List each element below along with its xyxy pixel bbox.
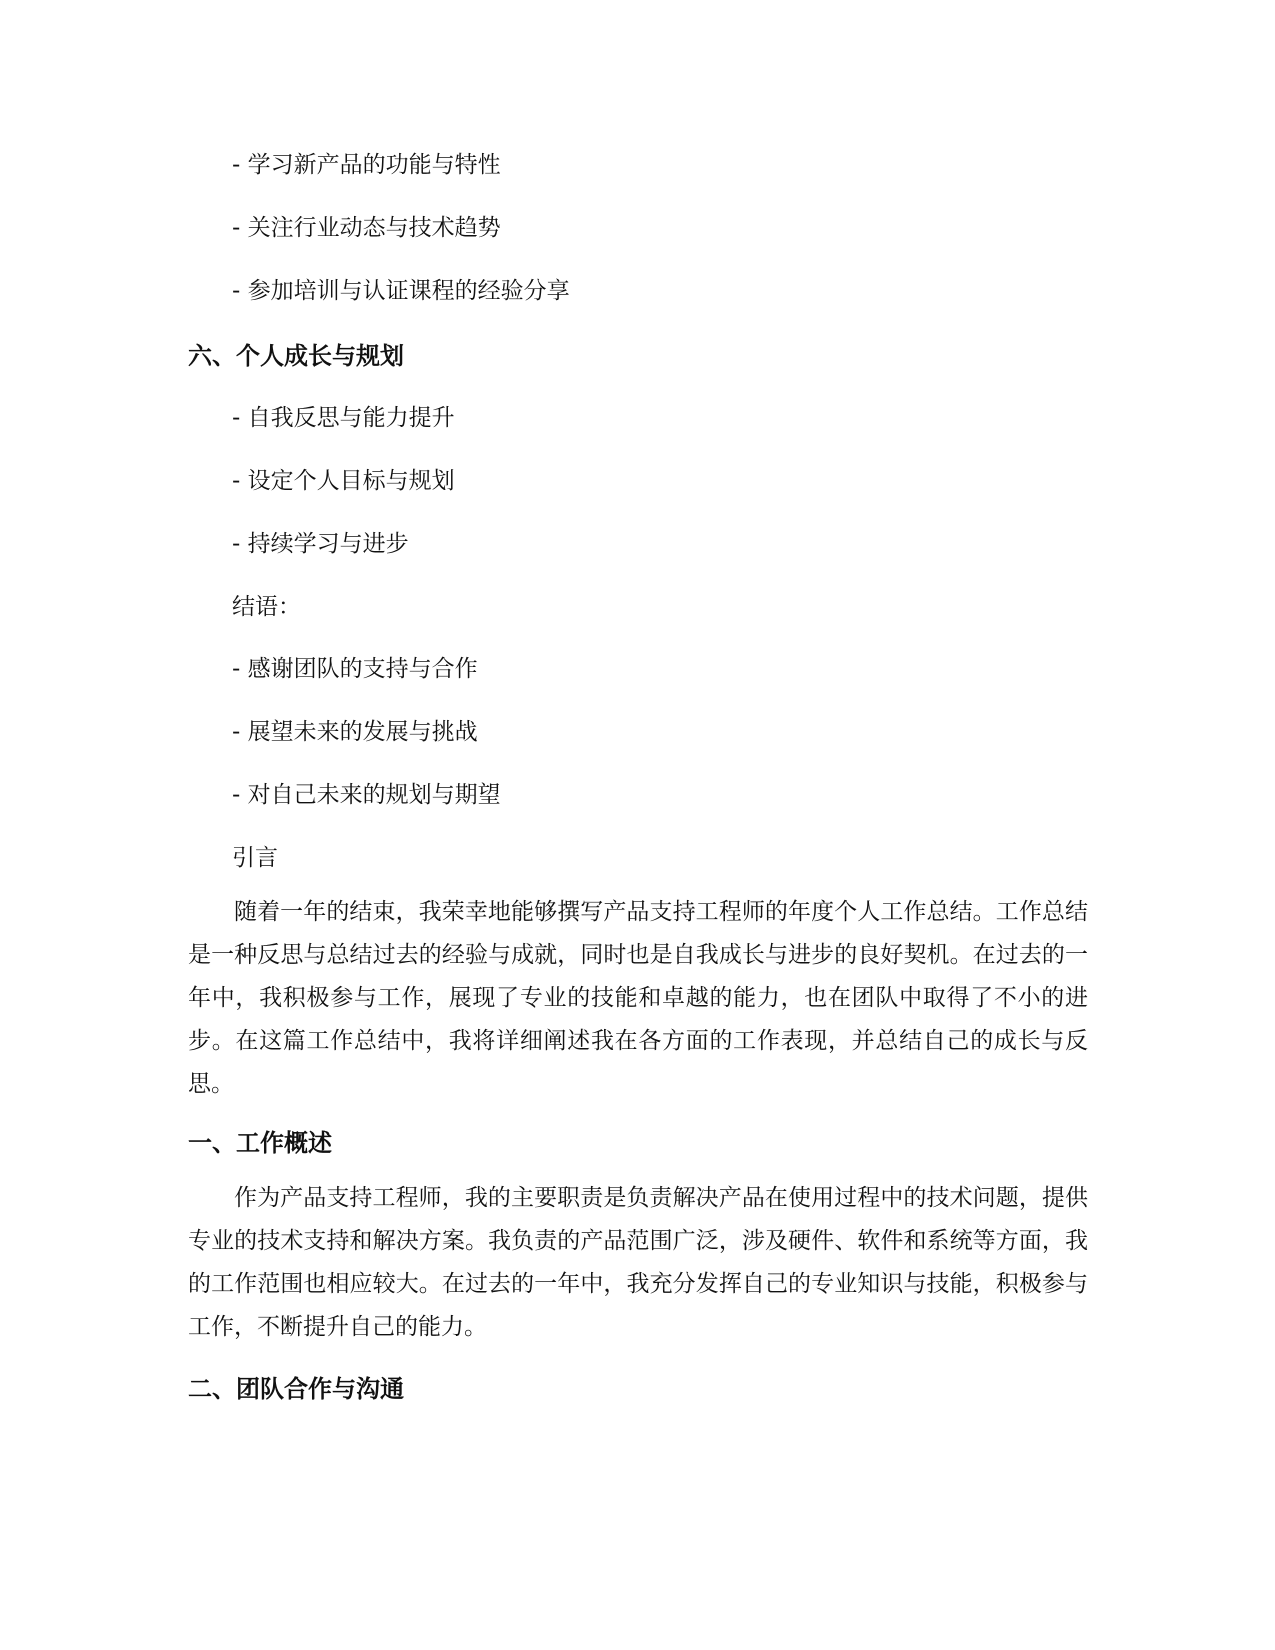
list-item: - 学习新产品的功能与特性 bbox=[232, 152, 501, 178]
list-item: - 对自己未来的规划与期望 bbox=[232, 782, 501, 808]
section-heading-2: 二、团队合作与沟通 bbox=[188, 1375, 404, 1403]
list-item: - 设定个人目标与规划 bbox=[232, 468, 455, 494]
work-overview-paragraph: 作为产品支持工程师，我的主要职责是负责解决产品在使用过程中的技术问题，提供专业的技术支持和解决方案。我负责的产品范围广泛，涉及硬件、软件和系统等方面，我的工作范围也相应较大。在过去的一年中，我充分发挥自己的专业知识与技能，积极参与工作，不断提升自己的能力。 bbox=[188, 1185, 1088, 1340]
list-item: - 感谢团队的支持与合作 bbox=[232, 656, 478, 682]
list-item: - 持续学习与进步 bbox=[232, 531, 409, 557]
section-heading-1: 一、工作概述 bbox=[188, 1129, 332, 1157]
list-item: - 展望未来的发展与挑战 bbox=[232, 719, 478, 745]
list-item: - 自我反思与能力提升 bbox=[232, 405, 455, 431]
section-heading-6: 六、个人成长与规划 bbox=[188, 342, 404, 370]
intro-paragraph: 随着一年的结束，我荣幸地能够撰写产品支持工程师的年度个人工作总结。工作总结是一种反思与总结过去的经验与成就，同时也是自我成长与进步的良好契机。在过去的一年中，我积极参与工作，展现了专业的技能和卓越的能力，也在团队中取得了不小的进步。在这篇工作总结中，我将详细阐述我在各方面的工作表现，并总结自己的成长与反思。 bbox=[188, 899, 1088, 1097]
list-item: - 关注行业动态与技术趋势 bbox=[232, 215, 501, 241]
intro-label: 引言 bbox=[232, 845, 278, 871]
list-item: - 参加培训与认证课程的经验分享 bbox=[232, 278, 570, 304]
conclusion-label: 结语： bbox=[232, 594, 301, 620]
